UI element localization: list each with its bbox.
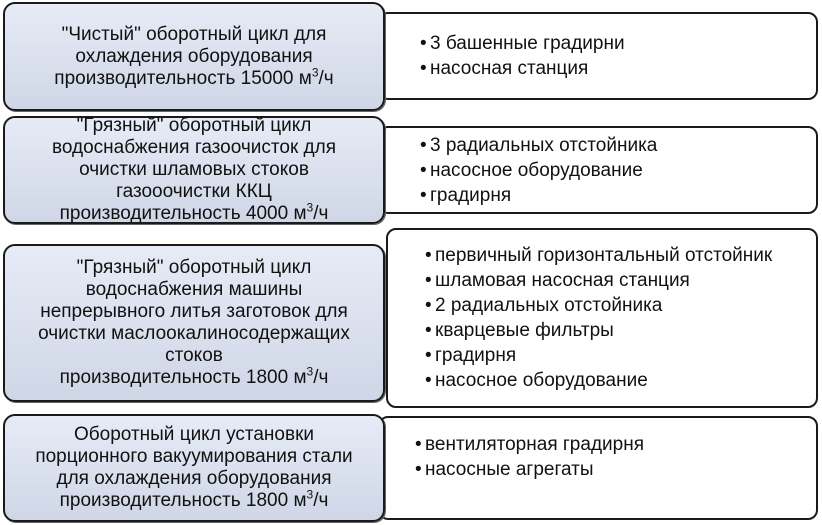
equipment-item: • 3 радиальных отстойника (420, 133, 816, 158)
cycle-box-2 (3, 116, 385, 224)
cycle-2-capacity: производительность 4000 $м^3/ч$ (59, 200, 329, 224)
cycle-4-capacity: производительность 1800 $м^3/ч$ (59, 487, 329, 511)
cycle-3-line: непрерывного литья заготовок для (40, 301, 348, 322)
equipment-box-3 (386, 228, 818, 408)
cycle-3-line: "Грязный" оборотный цикл (76, 257, 312, 278)
cycle-box-3 (3, 244, 385, 402)
equipment-item: • вентиляторная градирня (415, 432, 816, 457)
cycle-1-line: охлаждения оборудования (75, 45, 313, 67)
cycle-3-line: водоснабжения машины (85, 279, 303, 300)
equipment-item: • градирня (425, 343, 776, 368)
equipment-item: • 2 радиальных отстойника (425, 293, 776, 318)
equipment-item: • насосные агрегаты (415, 457, 816, 482)
equipment-item: • насосная станция (420, 56, 816, 81)
equipment-item: • шламовая насосная станция (425, 268, 776, 293)
equipment-item: • 3 башенные градирни (420, 31, 816, 56)
cycle-4-line: порционного вакуумирования стали (35, 446, 353, 467)
cycle-2-line: очистки шламовых стоков (79, 159, 309, 180)
cycle-2-line: газооочистки ККЦ (116, 181, 272, 202)
cycle-3-capacity: производительность 1800 $м^3/ч$ (59, 364, 329, 388)
equipment-item: • насосное оборудование (420, 158, 816, 183)
cycle-2-line: "Грязный" оборотный цикл (76, 115, 312, 136)
cycle-4-line: для охлаждения оборудования (56, 468, 332, 489)
cycle-box-1 (3, 2, 385, 111)
cycle-3-line: стоков (165, 345, 223, 366)
cycle-1-line: "Чистый" оборотный цикл для (61, 23, 327, 45)
equipment-box-4 (378, 416, 818, 520)
equipment-item: • градирня (420, 183, 816, 208)
equipment-item: • кварцевые фильтры (425, 318, 776, 343)
equipment-item: • первичный горизонтальный отстойник (425, 243, 776, 268)
equipment-box-1 (378, 12, 818, 100)
cycle-box-4 (3, 414, 385, 522)
equipment-box-2 (378, 126, 818, 214)
cycle-2-line: водоснабжения газоочисток для (51, 137, 337, 158)
cycle-4-line: Оборотный цикл установки (74, 424, 314, 445)
cycle-3-line: очистки маслоокалиносодержащих (38, 323, 350, 344)
cycle-1-capacity: производительность 15000 $м^3/ч$ (54, 65, 334, 89)
equipment-item: • насосное оборудование (425, 368, 776, 393)
